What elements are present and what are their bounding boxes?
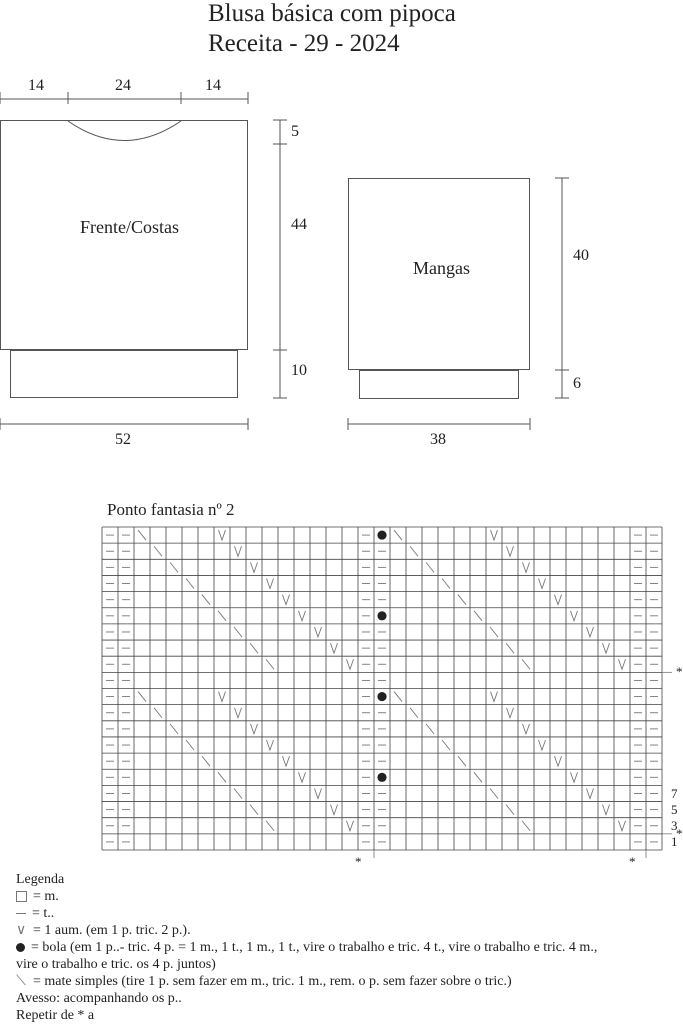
dim-top-right-width: 14 bbox=[205, 77, 221, 94]
decrease-slash-symbol bbox=[490, 627, 498, 637]
legend-title: Legenda bbox=[16, 872, 65, 887]
increase-v-symbol bbox=[235, 708, 242, 718]
dim-body-height: 44 bbox=[291, 216, 307, 233]
decrease-slash-symbol bbox=[202, 756, 210, 766]
decrease-slash-symbol bbox=[506, 643, 514, 653]
bobble-symbol bbox=[377, 530, 386, 539]
decrease-slash-symbol bbox=[266, 659, 274, 669]
decrease-slash-symbol bbox=[474, 611, 482, 621]
decrease-slash-symbol bbox=[474, 772, 482, 782]
bobble-symbol bbox=[377, 692, 386, 701]
increase-v-symbol bbox=[603, 643, 610, 653]
increase-v-symbol bbox=[523, 724, 530, 734]
decrease-slash-symbol bbox=[170, 562, 178, 572]
decrease-slash-symbol bbox=[170, 724, 178, 734]
decrease-slash-symbol bbox=[522, 821, 530, 831]
decrease-slash-symbol bbox=[234, 788, 242, 798]
increase-v-symbol bbox=[315, 788, 322, 798]
decrease-slash-symbol bbox=[218, 772, 226, 782]
increase-v-symbol bbox=[491, 692, 498, 702]
legend-item-bobble: = bola (em 1 p..- tric. 4 p. = 1 m., 1 t., 1 m., 1 t., vire o trabalho e tric. 4 t., vire o trabalho e tric. 4 m., bbox=[16, 939, 597, 956]
chart-title: Ponto fantasia nº 2 bbox=[107, 500, 235, 519]
increase-v-symbol bbox=[571, 611, 578, 621]
increase-v-symbol bbox=[603, 805, 610, 815]
decrease-slash-symbol bbox=[186, 579, 194, 589]
decrease-slash-icon: ⟍ bbox=[16, 974, 26, 989]
legend-item-purl: = t.. bbox=[16, 905, 54, 922]
decrease-slash-symbol bbox=[426, 562, 434, 572]
decrease-slash-symbol bbox=[490, 788, 498, 798]
increase-v-symbol bbox=[491, 530, 498, 540]
row-number-3: 3 bbox=[671, 818, 678, 833]
decrease-slash-symbol bbox=[458, 595, 466, 605]
decrease-slash-symbol bbox=[442, 579, 450, 589]
decrease-slash-symbol bbox=[410, 708, 418, 718]
increase-v-symbol bbox=[347, 659, 354, 669]
row-number-5: 5 bbox=[671, 802, 678, 817]
increase-v-symbol bbox=[523, 562, 530, 572]
decrease-slash-symbol bbox=[506, 805, 514, 815]
row-number-1: 1 bbox=[671, 834, 678, 849]
decrease-slash-symbol bbox=[138, 530, 146, 540]
dim-body-width: 52 bbox=[115, 431, 131, 448]
dim-sleeve-height: 40 bbox=[573, 247, 589, 264]
row-number-7: 7 bbox=[671, 786, 678, 801]
decrease-slash-symbol bbox=[410, 546, 418, 556]
bobble-dot-icon bbox=[16, 943, 25, 952]
dim-neck-width: 24 bbox=[115, 77, 131, 94]
decrease-slash-symbol bbox=[154, 546, 162, 556]
decrease-slash-symbol bbox=[266, 821, 274, 831]
legend-item-decrease: ⟍ = mate simples (tire 1 p. sem fazer em m., tric. 1 m., rem. o p. sem fazer sobre o tric.) bbox=[16, 974, 512, 989]
dim-rib-height: 10 bbox=[291, 362, 307, 379]
increase-v-symbol bbox=[267, 579, 274, 589]
increase-v-symbol bbox=[331, 805, 338, 815]
front-back-label: Frente/Costas bbox=[80, 217, 179, 237]
bobble-symbol bbox=[377, 611, 386, 620]
increase-v-symbol bbox=[283, 756, 290, 766]
increase-v-symbol bbox=[555, 595, 562, 605]
increase-v-symbol bbox=[539, 740, 546, 750]
purl-dash-icon bbox=[16, 913, 26, 914]
increase-v-symbol bbox=[507, 708, 514, 718]
title-line-2: Receita - 29 - 2024 bbox=[208, 30, 400, 57]
decrease-slash-symbol bbox=[202, 595, 210, 605]
increase-v-symbol bbox=[555, 756, 562, 766]
increase-v-symbol bbox=[299, 772, 306, 782]
dim-sleeve-rib-height: 6 bbox=[573, 375, 581, 392]
repeat-marker-bottom-left: * bbox=[355, 854, 362, 869]
decrease-slash-symbol bbox=[522, 659, 530, 669]
increase-v-symbol bbox=[315, 627, 322, 637]
legend-item-knit: = m. bbox=[16, 888, 59, 905]
legend-repeat: Repetir de * a bbox=[16, 1008, 95, 1023]
dim-neck-depth: 5 bbox=[291, 123, 299, 140]
knit-square-icon bbox=[16, 891, 27, 902]
increase-v-symbol bbox=[619, 659, 626, 669]
repeat-marker-bottom-right: * bbox=[629, 854, 636, 869]
repeat-marker-right-upper: * bbox=[676, 664, 683, 679]
dim-sleeve-width: 38 bbox=[430, 431, 446, 448]
decrease-slash-symbol bbox=[394, 530, 402, 540]
legend-item-bobble-cont: vire o trabalho e tric. os 4 p. juntos) bbox=[16, 957, 216, 972]
increase-v-icon: ∨ bbox=[16, 923, 27, 938]
decrease-slash-symbol bbox=[234, 627, 242, 637]
decrease-slash-symbol bbox=[250, 643, 258, 653]
increase-v-symbol bbox=[251, 724, 258, 734]
decrease-slash-symbol bbox=[138, 692, 146, 702]
dim-top-left-width: 14 bbox=[28, 77, 44, 94]
bobble-symbol bbox=[377, 773, 386, 782]
repeat-marker-right-lower: * bbox=[676, 826, 683, 841]
increase-v-symbol bbox=[331, 643, 338, 653]
increase-v-symbol bbox=[619, 821, 626, 831]
increase-v-symbol bbox=[507, 546, 514, 556]
decrease-slash-symbol bbox=[426, 724, 434, 734]
decrease-slash-symbol bbox=[186, 740, 194, 750]
title-line-1: Blusa básica com pipoca bbox=[208, 0, 456, 27]
legend-item-increase: ∨ = 1 aum. (em 1 p. tric. 2 p.). bbox=[16, 923, 191, 938]
decrease-slash-symbol bbox=[154, 708, 162, 718]
increase-v-symbol bbox=[539, 579, 546, 589]
decrease-slash-symbol bbox=[394, 692, 402, 702]
decrease-slash-symbol bbox=[458, 756, 466, 766]
increase-v-symbol bbox=[251, 562, 258, 572]
increase-v-symbol bbox=[235, 546, 242, 556]
increase-v-symbol bbox=[219, 692, 226, 702]
increase-v-symbol bbox=[299, 611, 306, 621]
decrease-slash-symbol bbox=[218, 611, 226, 621]
increase-v-symbol bbox=[587, 788, 594, 798]
decrease-slash-symbol bbox=[442, 740, 450, 750]
increase-v-symbol bbox=[347, 821, 354, 831]
increase-v-symbol bbox=[571, 772, 578, 782]
increase-v-symbol bbox=[283, 595, 290, 605]
increase-v-symbol bbox=[267, 740, 274, 750]
sleeves-label: Mangas bbox=[413, 258, 470, 278]
legend-avesso: Avesso: acompanhando os p.. bbox=[16, 991, 182, 1006]
decrease-slash-symbol bbox=[250, 805, 258, 815]
increase-v-symbol bbox=[587, 627, 594, 637]
increase-v-symbol bbox=[219, 530, 226, 540]
